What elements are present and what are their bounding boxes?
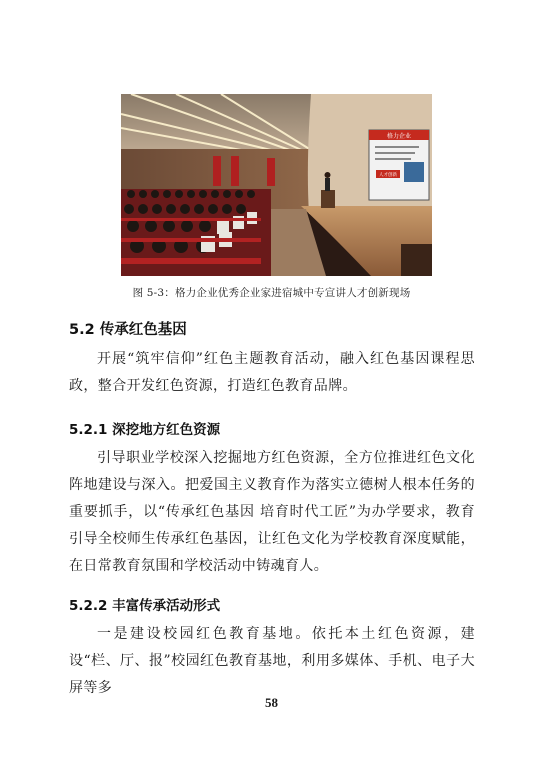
figure-caption: 图 5-3：格力企业优秀企业家进宿城中专宣讲人才创新现场 [132, 287, 411, 299]
section-heading-5-2: 5.2 传承红色基因 [69, 322, 187, 338]
section-heading-5-2-1: 5.2.1 深挖地方红色资源 [69, 422, 221, 438]
page-number: 58 [265, 695, 278, 710]
lecture-hall-photo [121, 94, 432, 276]
screen-heading-text: 人才创新 [379, 173, 397, 178]
paragraph-5-2-2: 一是建设校园红色教育基地。依托本土红色资源，建设“栏、厅、报”校园红色教育基地，利用多媒体、手机、电子大屏等多 [69, 626, 475, 696]
paragraph-5-2: 开展“筑牢信仰”红色主题教育活动，融入红色基因课程思政，整合开发红色资源，打造红色教育品牌。 [69, 351, 475, 394]
paragraph-5-2-1: 引导职业学校深入挖掘地方红色资源，全方位推进红色文化阵地建设与深入。把爱国主义教育作为落实立德树人根本任务的重要抓手，以“传承红色基因 培育时代工匠”为办学要求，教育引导全校师生传承红色基因，让红色文化为学校教育深度赋能，在日常教育氛围和学校活动中铸魂育人。 [69, 450, 475, 574]
lecture-hall-illustration [121, 94, 432, 276]
section-heading-5-2-2: 5.2.2 丰富传承活动形式 [69, 598, 221, 614]
screen-banner-text: 格力企业 [386, 133, 412, 140]
